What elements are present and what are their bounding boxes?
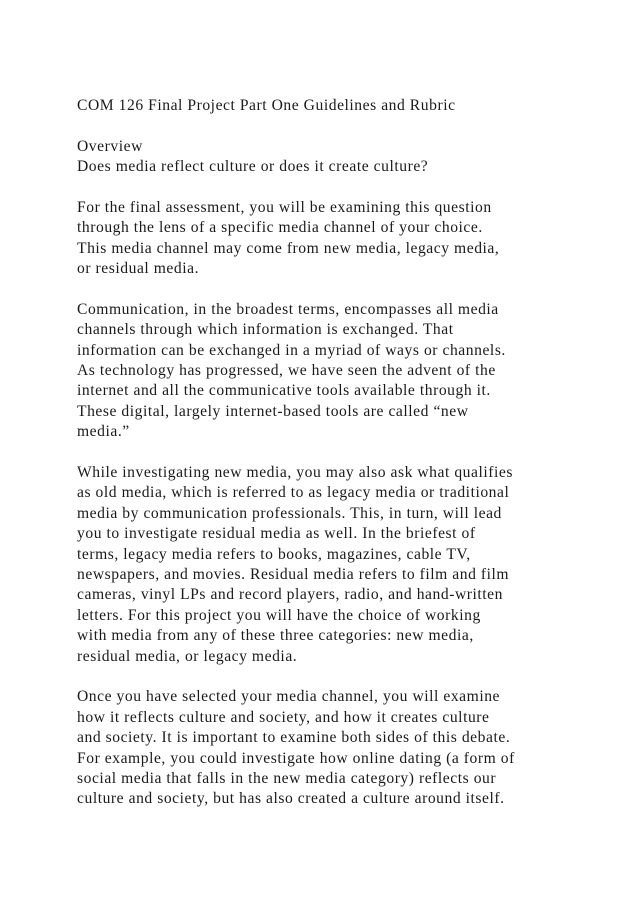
- blank-line: [77, 443, 597, 463]
- paragraph-line: Communication, in the broadest terms, encompasses all media: [77, 300, 499, 318]
- paragraph-line: media.”: [77, 423, 130, 441]
- paragraph-line: While investigating new media, you may also ask what qualifies: [77, 464, 513, 482]
- blank-line: [77, 280, 597, 300]
- paragraph-line: letters. For this project you will have the choice of working: [77, 606, 481, 624]
- paragraph-line: with media from any of these three categories: new media,: [77, 627, 474, 645]
- paragraph-line: culture and society, but has also created a culture around itself.: [77, 790, 505, 808]
- paragraph-line: terms, legacy media refers to books, magazines, cable TV,: [77, 545, 471, 563]
- paragraph-line: or residual media.: [77, 260, 200, 278]
- paragraph-line: how it reflects culture and society, and how it creates culture: [77, 708, 490, 726]
- paragraph-line: residual media, or legacy media.: [77, 647, 298, 665]
- paragraph-line: These digital, largely internet-based tools are called “new: [77, 402, 469, 420]
- blank-line: [77, 667, 597, 687]
- paragraph-line: and society. It is important to examine both sides of this debate.: [77, 729, 511, 747]
- blank-line: [77, 178, 597, 198]
- document-body: [77, 96, 597, 810]
- document-title: COM 126 Final Project Part One Guidelines and Rubric: [77, 97, 456, 114]
- paragraph-line: social media that falls in the new media category) reflects our: [77, 769, 497, 787]
- paragraph-line: newspapers, and movies. Residual media refers to film and film: [77, 565, 510, 583]
- paragraph-line: Once you have selected your media channel, you will examine: [77, 688, 501, 706]
- paragraph-line: Does media reflect culture or does it create culture?: [77, 158, 429, 176]
- paragraph-line: media by communication professionals. This, in turn, will lead: [77, 504, 502, 522]
- paragraph-line: channels through which information is exchanged. That: [77, 321, 454, 339]
- blank-line: [77, 116, 597, 136]
- paragraph-line: For the final assessment, you will be examining this question: [77, 198, 492, 216]
- paragraph-line: information can be exchanged in a myriad of ways or channels.: [77, 341, 506, 359]
- overview-heading: Overview: [77, 137, 143, 155]
- paragraph-line: through the lens of a specific media channel of your choice.: [77, 219, 483, 237]
- paragraph-line: you to investigate residual media as well. In the briefest of: [77, 525, 476, 543]
- paragraph-line: For example, you could investigate how online dating (a form of: [77, 749, 515, 767]
- paragraph-line: internet and all the communicative tools available through it.: [77, 382, 491, 400]
- paragraph-line: cameras, vinyl LPs and record players, radio, and hand-written: [77, 586, 503, 604]
- paragraph-line: As technology has progressed, we have seen the advent of the: [77, 362, 496, 380]
- paragraph-line: as old media, which is referred to as legacy media or traditional: [77, 484, 510, 502]
- paragraph-line: This media channel may come from new media, legacy media,: [77, 239, 500, 257]
